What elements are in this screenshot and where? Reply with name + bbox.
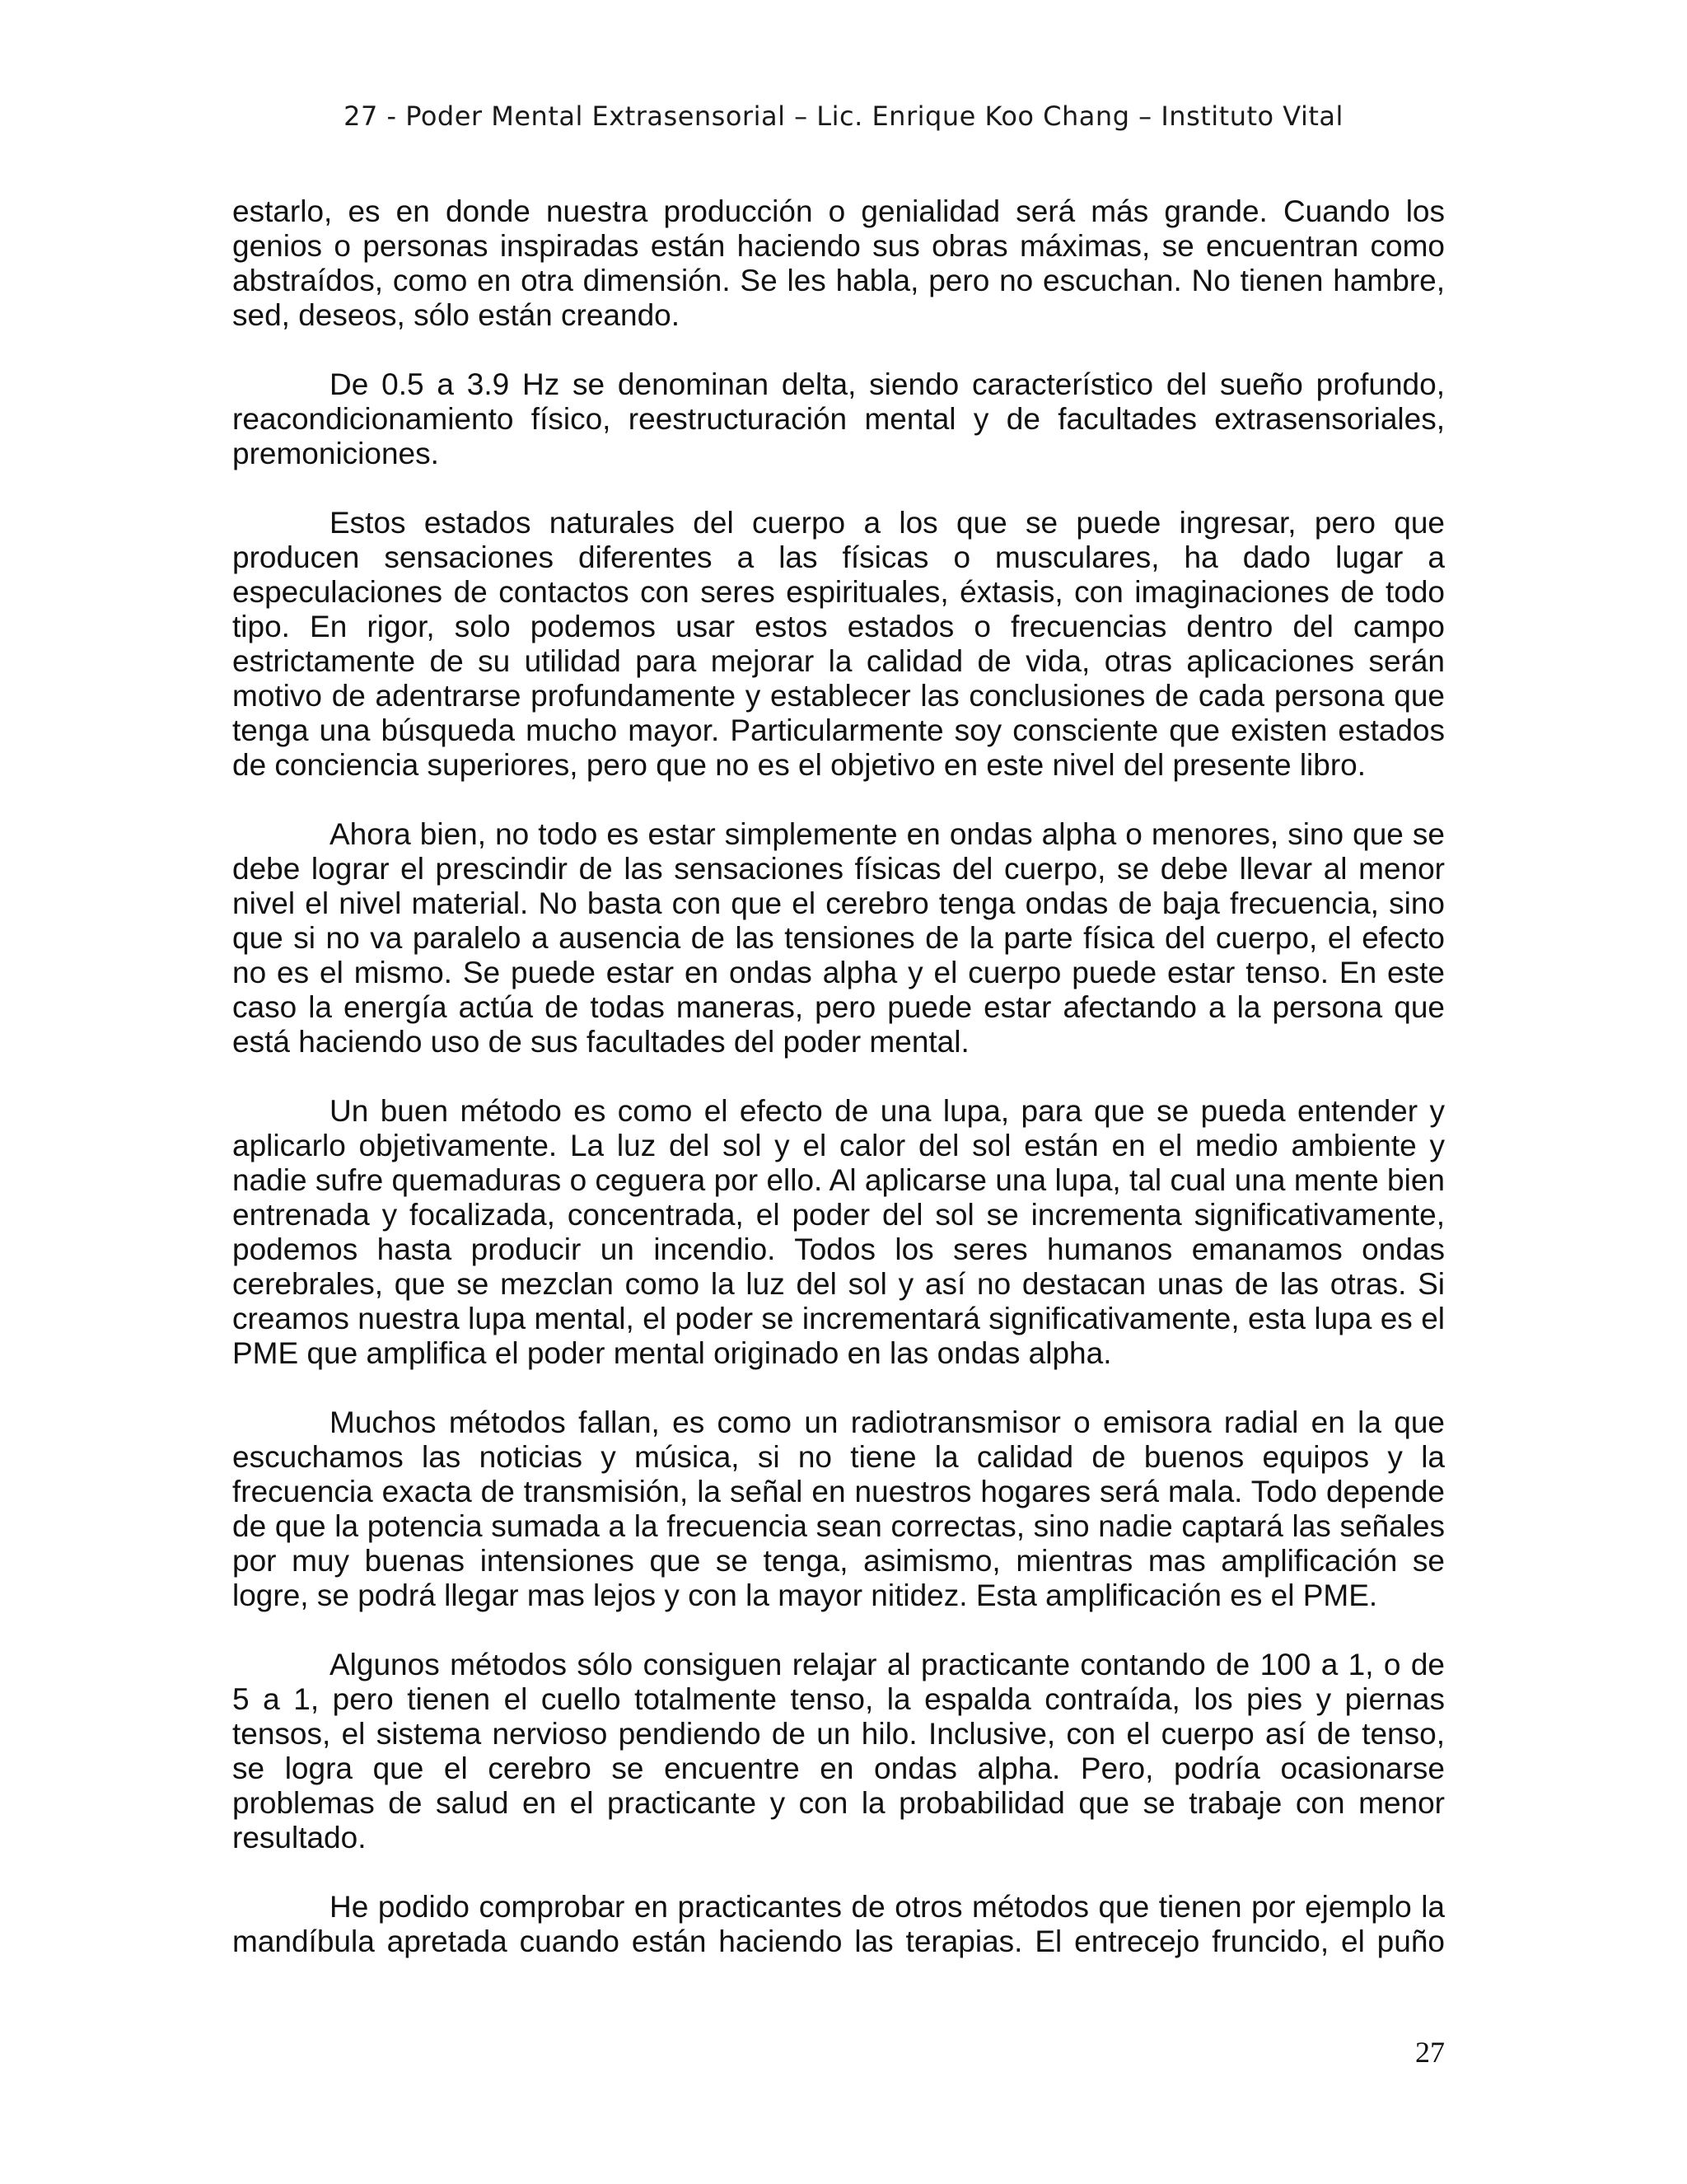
paragraph-natural-states: Estos estados naturales del cuerpo a los que se puede ingresar, pero que producen sensaciones diferentes a las físicas o musculares, ha dado lugar a especulaciones de contactos con seres espirituales, éxtasis, con imaginaciones de todo tipo. En rigor, solo podemos usar estos estados o frecuencias dentro del campo estrictamente de su utilidad para mejorar la calidad de vida, otras aplicaciones serán motivo de adentrarse profundamente y establecer las conclusiones de cada persona que tenga una búsqueda mucho mayor. Particularmente soy consciente que existen estados de conciencia superiores, pero que no es el objetivo en este nivel del presente libro. bbox=[232, 506, 1445, 782]
paragraph-alpha-waves: Ahora bien, no todo es estar simplemente en ondas alpha o menores, sino que se debe lograr el prescindir de las sensaciones físicas del cuerpo, se debe llevar al menor nivel el nivel material. No basta con que el cerebro tenga ondas de baja frecuencia, sino que si no va paralelo a ausencia de las tensiones de la parte física del cuerpo, el efecto no es el mismo. Se puede estar en ondas alpha y el cuerpo puede estar tenso. En este caso la energía actúa de todas maneras, pero puede estar afectando a la persona que está haciendo uso de sus facultades del poder mental. bbox=[232, 817, 1445, 1059]
body-text bbox=[232, 194, 1445, 1959]
paragraph-continuation: estarlo, es en donde nuestra producción o genialidad será más grande. Cuando los genios o personas inspiradas están haciendo sus obras máximas, se encuentran como abstraídos, como en otra dimensión. Se les habla, pero no escuchan. No tienen hambre, sed, deseos, sólo están creando. bbox=[232, 194, 1445, 332]
paragraph-magnifying-glass: Un buen método es como el efecto de una lupa, para que se pueda entender y aplicarlo objetivamente. La luz del sol y el calor del sol están en el medio ambiente y nadie sufre quemaduras o ceguera por ello. Al aplicarse una lupa, tal cual una mente bien entrenada y focalizada, concentrada, el poder del sol se incrementa significativamente, podemos hasta producir un incendio. Todos los seres humanos emanamos ondas cerebrales, que se mezclan como la luz del sol y así no destacan unas de las otras. Si creamos nuestra lupa mental, el poder se incrementará significativamente, esta lupa es el PME que amplifica el poder mental originado en las ondas alpha. bbox=[232, 1094, 1445, 1370]
page-number: 27 bbox=[1415, 2036, 1445, 2069]
running-header: 27 - Poder Mental Extrasensorial – Lic. Enrique Koo Chang – Instituto Vital bbox=[343, 101, 1344, 132]
paragraph-relaxation-methods: Algunos métodos sólo consiguen relajar al practicante contando de 100 a 1, o de 5 a 1, pero tienen el cuello totalmente tenso, la espalda contraída, los pies y piernas tensos, el sistema nervioso pendiendo de un hilo. Inclusive, con el cuerpo así de tenso, se logra que el cerebro se encuentre en ondas alpha. Pero, podría ocasionarse problemas de salud en el practicante y con la probabilidad que se trabaje con menor resultado. bbox=[232, 1648, 1445, 1854]
paragraph-delta-waves: De 0.5 a 3.9 Hz se denominan delta, siendo característico del sueño profundo, reacondicionamiento físico, reestructuración mental y de facultades extrasensoriales, premoniciones. bbox=[232, 367, 1445, 470]
paragraph-radio-transmitter: Muchos métodos fallan, es como un radiotransmisor o emisora radial en la que escuchamos las noticias y música, si no tiene la calidad de buenos equipos y la frecuencia exacta de transmisión, la señal en nuestros hogares será mala. Todo depende de que la potencia sumada a la frecuencia sean correctas, sino nadie captará las señales por muy buenas intensiones que se tenga, asimismo, mientras mas amplificación se logre, se podrá llegar mas lejos y con la mayor nitidez. Esta amplificación es el PME. bbox=[232, 1405, 1445, 1612]
paragraph-practitioners: He podido comprobar en practicantes de otros métodos que tienen por ejemplo la mandíbula apretada cuando están haciendo las terapias. El entrecejo fruncido, el puño bbox=[232, 1890, 1445, 1958]
